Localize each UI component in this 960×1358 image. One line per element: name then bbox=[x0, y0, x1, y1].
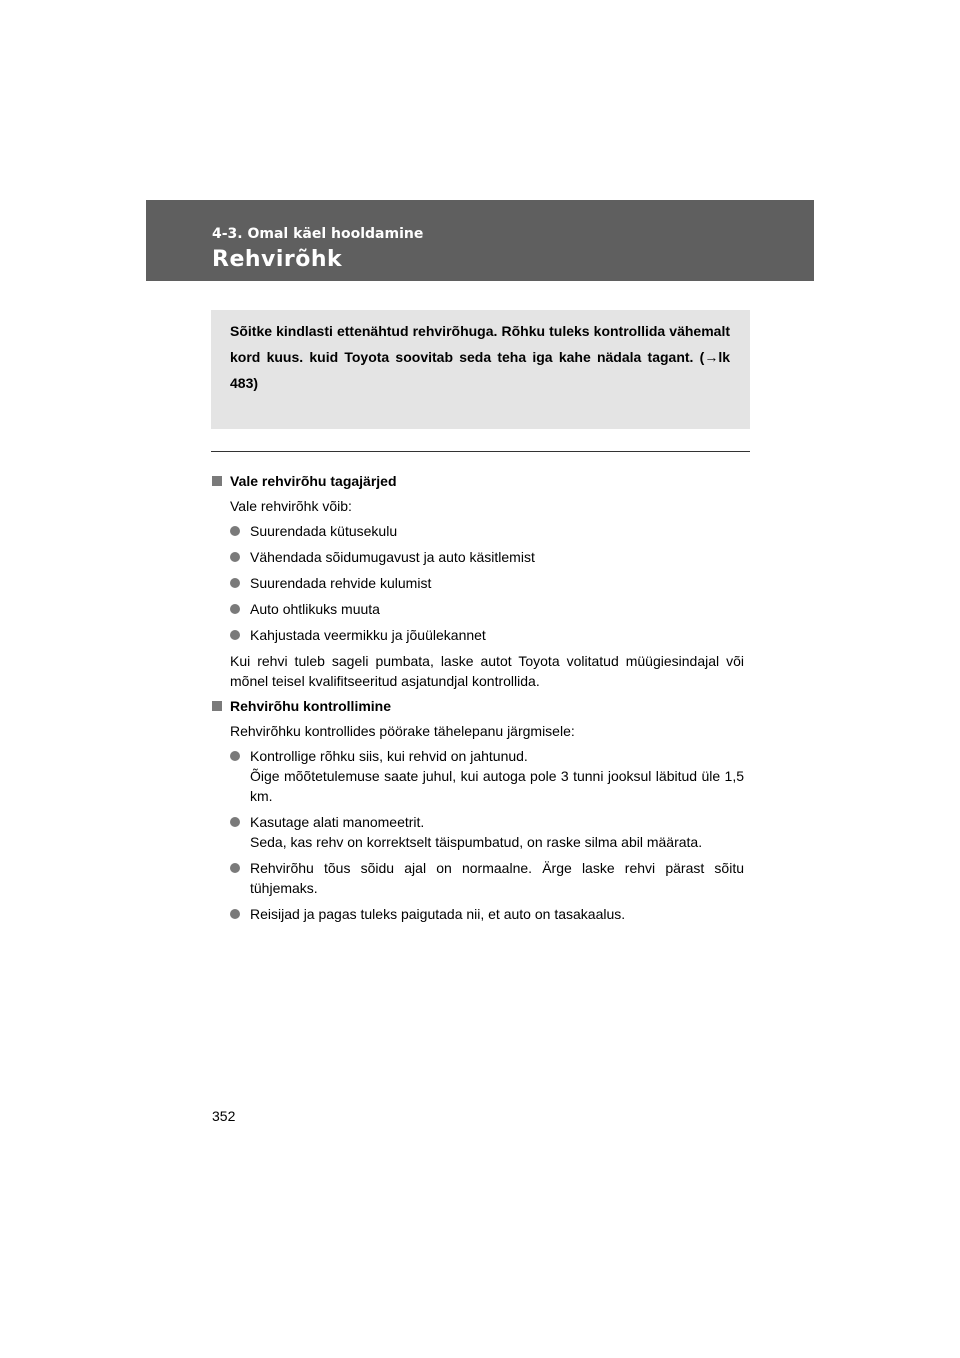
section-label: 4-3. Omal käel hooldamine bbox=[212, 226, 424, 242]
list-item bbox=[230, 625, 744, 645]
dot-icon bbox=[230, 578, 240, 588]
section-heading bbox=[212, 696, 744, 716]
page-number: 352 bbox=[212, 1108, 236, 1124]
list-item bbox=[230, 904, 744, 924]
dot-icon bbox=[230, 526, 240, 536]
dot-icon bbox=[230, 552, 240, 562]
list-item-text: Auto ohtlikuks muuta bbox=[250, 601, 380, 617]
section-heading bbox=[212, 471, 744, 491]
list-item-text: Vähendada sõidumugavust ja auto käsitlemist bbox=[250, 549, 535, 565]
list-item bbox=[230, 599, 744, 619]
dot-icon bbox=[230, 604, 240, 614]
section-heading-text: Rehvirõhu kontrollimine bbox=[230, 698, 392, 714]
list-item-text: Suurendada rehvide kulumist bbox=[250, 575, 432, 591]
list-item bbox=[230, 746, 744, 806]
list-item-body bbox=[250, 904, 744, 924]
list-item-body bbox=[250, 812, 744, 852]
list-item-text: Suurendada kütusekulu bbox=[250, 523, 398, 539]
page-reference-link[interactable]: lk 483 bbox=[230, 349, 730, 391]
list-item-text: Kontrollige rõhku siis, kui rehvid on jahtunud. bbox=[250, 748, 528, 764]
list-item-body bbox=[250, 746, 744, 806]
dot-icon bbox=[230, 817, 240, 827]
list-item bbox=[230, 547, 744, 567]
square-icon bbox=[212, 701, 222, 711]
list-item-text: Reisijad ja pagas tuleks paigutada nii, et auto on tasakaalus. bbox=[250, 906, 626, 922]
list-item-text: Rehvirõhu tõus sõidu ajal on normaalne. Ärge laske rehvi pärast sõitu tühjemaks. bbox=[250, 860, 744, 896]
arrow-icon: → bbox=[704, 349, 719, 365]
dot-icon bbox=[230, 630, 240, 640]
page-title: Rehvirõhk bbox=[212, 247, 343, 272]
section-lead: Vale rehvirõhk võib: bbox=[230, 498, 352, 514]
dot-icon bbox=[230, 909, 240, 919]
intro-text-end: ) bbox=[253, 375, 259, 391]
intro-box bbox=[211, 310, 750, 429]
list-item bbox=[230, 812, 744, 852]
square-icon bbox=[212, 476, 222, 486]
divider bbox=[211, 451, 750, 452]
list-item-text: Kasutage alati manomeetrit. bbox=[250, 814, 425, 830]
dot-icon bbox=[230, 863, 240, 873]
list-item bbox=[230, 521, 744, 541]
list-item-subtext: Õige mõõtetulemuse saate juhul, kui autoga pole 3 tunni jooksul läbitud üle 1,5 km. bbox=[250, 768, 744, 804]
list-item-text: Kahjustada veermikku ja jõuülekannet bbox=[250, 627, 486, 643]
list-item-body bbox=[250, 858, 744, 898]
section-lead: Rehvirõhku kontrollides pöörake tähelepanu järgmisele: bbox=[230, 723, 575, 739]
section-note: Kui rehvi tuleb sageli pumbata, laske autot Toyota volitatud müügiesindajal või mõnel teisel kvalifitseeritud asjatundjal kontrollida. bbox=[230, 653, 744, 689]
section-header bbox=[146, 200, 814, 281]
list-item bbox=[230, 573, 744, 593]
intro-text: Sõitke kindlasti ettenähtud rehvirõhuga. Rõhku tuleks kontrollida vähemalt kord kuus. kuid Toyota soovitab seda teha iga kahe nädala tagant. ( bbox=[230, 323, 730, 365]
section-heading-text: Vale rehvirõhu tagajärjed bbox=[230, 473, 397, 489]
list-item-subtext: Seda, kas rehv on korrektselt täispumbatud, on raske silma abil määrata. bbox=[250, 834, 703, 850]
main-content bbox=[212, 468, 744, 930]
list-item bbox=[230, 858, 744, 898]
dot-icon bbox=[230, 751, 240, 761]
